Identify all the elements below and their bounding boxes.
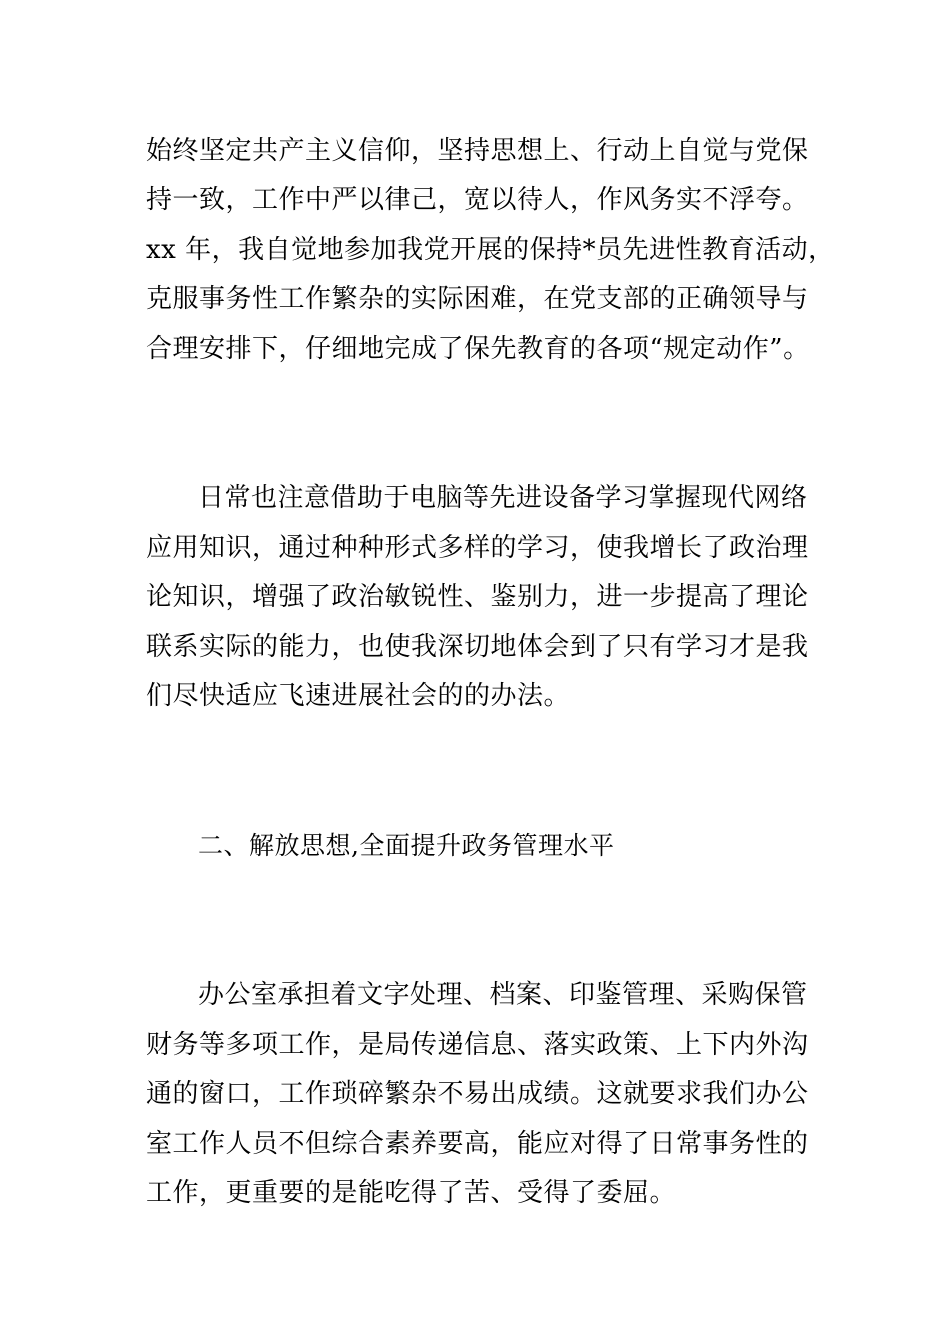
paragraph-line: 室工作人员不但综合素养要高，能应对得了日常事务性的 [146,1129,809,1159]
paragraph-line: 始终坚定共产主义信仰，坚持思想上、行动上自觉与党保 [146,136,809,166]
section-heading: 二、解放思想,全面提升政务管理水平 [198,831,615,860]
paragraph-line: 财务等多项工作，是局传递信息、落实政策、上下内外沟 [146,1030,809,1060]
paragraph-line: 应用知识，通过种种形式多样的学习，使我增长了政治理 [146,533,809,563]
paragraph-line: xx 年，我自觉地参加我党开展的保持*员先进性教育活动， [146,235,835,265]
paragraph-line: 们尽快适应飞速进展社会的的办法。 [146,681,571,711]
paragraph-line: 联系实际的能力，也使我深切地体会到了只有学习才是我 [146,632,809,662]
paragraph-line: 日常也注意借助于电脑等先进设备学习掌握现代网络 [198,483,808,513]
paragraph-line: 论知识，增强了政治敏锐性、鉴别力，进一步提高了理论 [146,582,809,612]
paragraph-line: 办公室承担着文字处理、档案、印鉴管理、采购保管 [198,980,808,1010]
paragraph-line: 克服事务性工作繁杂的实际困难，在党支部的正确领导与 [146,284,809,314]
paragraph-line: 工作，更重要的是能吃得了苦、受得了委屈。 [146,1178,677,1208]
paragraph-line: 合理安排下，仔细地完成了保先教育的各项“规定动作”。 [146,334,810,364]
paragraph-line: 通的窗口，工作琐碎繁杂不易出成绩。这就要求我们办公 [146,1079,809,1109]
paragraph-line: 持一致，工作中严以律己，宽以待人，作风务实不浮夸。 [146,185,809,215]
